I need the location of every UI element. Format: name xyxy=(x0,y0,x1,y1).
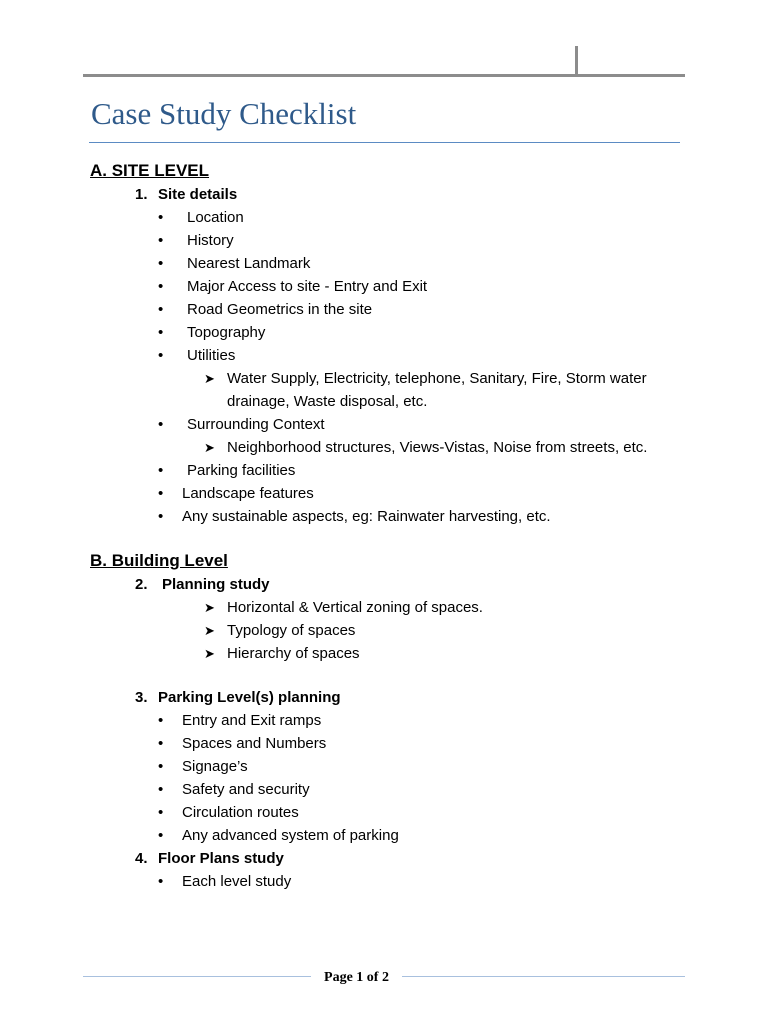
bullet-icon: • xyxy=(158,209,164,226)
sub-item-typology: ➤ Typology of spaces xyxy=(0,619,768,642)
list-item-parking-facilities: • Parking facilities xyxy=(0,459,768,482)
bullet-icon: • xyxy=(158,255,164,272)
bullet-icon: • xyxy=(158,278,164,295)
item-number: 1. xyxy=(135,186,148,203)
title-underline xyxy=(89,142,680,143)
list-item-landscape-features: • Landscape features xyxy=(0,482,768,505)
list-item-location: • Location xyxy=(0,206,768,229)
numbered-item-parking-planning xyxy=(0,686,768,709)
page-number: Page 1 of 2 xyxy=(324,970,389,985)
bullet-icon: • xyxy=(158,347,164,364)
bullet-icon: • xyxy=(158,758,164,775)
sub-item-hierarchy: ➤ Hierarchy of spaces xyxy=(0,642,768,665)
sub-item-context-detail: ➤ Neighborhood structures, Views-Vistas, Noise from streets, etc. xyxy=(0,436,768,459)
list-item-each-level: • Each level study xyxy=(0,870,768,893)
document-body xyxy=(0,158,768,893)
item-number: 3. xyxy=(135,689,148,706)
bullet-icon: • xyxy=(158,804,164,821)
item-label: Parking Level(s) planning xyxy=(158,689,341,706)
bullet-icon: • xyxy=(158,827,164,844)
item-label: Site details xyxy=(158,186,238,203)
list-item-signages: • Signage’s xyxy=(0,755,768,778)
list-item-sustainable-aspects: • Any sustainable aspects, eg: Rainwater harvesting, etc. xyxy=(0,505,768,528)
list-item-circulation-routes: • Circulation routes xyxy=(0,801,768,824)
numbered-item-planning-study xyxy=(0,573,768,596)
bullet-icon: • xyxy=(158,301,164,318)
list-item-spaces-numbers: • Spaces and Numbers xyxy=(0,732,768,755)
sub-item-utilities-detail: ➤ Water Supply, Electricity, telephone, Sanitary, Fire, Storm water drainage, Waste disposal, etc. xyxy=(0,367,768,413)
item-label: Planning study xyxy=(162,576,270,593)
item-number: 4. xyxy=(135,850,148,867)
spacer xyxy=(0,665,768,686)
document-title: Case Study Checklist xyxy=(91,96,357,131)
bullet-icon: • xyxy=(158,324,164,341)
bullet-icon: • xyxy=(158,781,164,798)
bullet-icon: • xyxy=(158,462,164,479)
bullet-icon: • xyxy=(158,873,164,890)
section-heading-building-level: B. Building Level xyxy=(90,551,228,570)
arrow-bullet-icon: ➤ xyxy=(204,646,215,661)
list-item-topography: • Topography xyxy=(0,321,768,344)
item-label: Floor Plans study xyxy=(158,850,284,867)
arrow-bullet-icon: ➤ xyxy=(204,371,215,386)
header-tick xyxy=(575,46,578,76)
arrow-bullet-icon: ➤ xyxy=(204,440,215,455)
numbered-item-site-details xyxy=(0,183,768,206)
bullet-icon: • xyxy=(158,508,164,525)
bullet-icon: • xyxy=(158,232,164,249)
footer-rule-right xyxy=(402,976,685,977)
arrow-bullet-icon: ➤ xyxy=(204,600,215,615)
sub-item-zoning: ➤ Horizontal & Vertical zoning of spaces. xyxy=(0,596,768,619)
list-item-safety-security: • Safety and security xyxy=(0,778,768,801)
bullet-icon: • xyxy=(158,735,164,752)
list-item-utilities: • Utilities xyxy=(0,344,768,367)
numbered-item-floor-plans xyxy=(0,847,768,870)
list-item-surrounding-context: • Surrounding Context xyxy=(0,413,768,436)
section-heading-site-level: A. SITE LEVEL xyxy=(90,161,210,180)
bullet-icon: • xyxy=(158,712,164,729)
header-rule xyxy=(83,74,685,77)
bullet-icon: • xyxy=(158,416,164,433)
bullet-icon: • xyxy=(158,485,164,502)
list-item-road-geometrics: • Road Geometrics in the site xyxy=(0,298,768,321)
item-number: 2. xyxy=(135,576,148,593)
arrow-bullet-icon: ➤ xyxy=(204,623,215,638)
list-item-major-access: • Major Access to site - Entry and Exit xyxy=(0,275,768,298)
list-item-entry-exit-ramps: • Entry and Exit ramps xyxy=(0,709,768,732)
list-item-history: • History xyxy=(0,229,768,252)
footer-rule-left xyxy=(83,976,311,977)
list-item-advanced-parking: • Any advanced system of parking xyxy=(0,824,768,847)
list-item-nearest-landmark: • Nearest Landmark xyxy=(0,252,768,275)
